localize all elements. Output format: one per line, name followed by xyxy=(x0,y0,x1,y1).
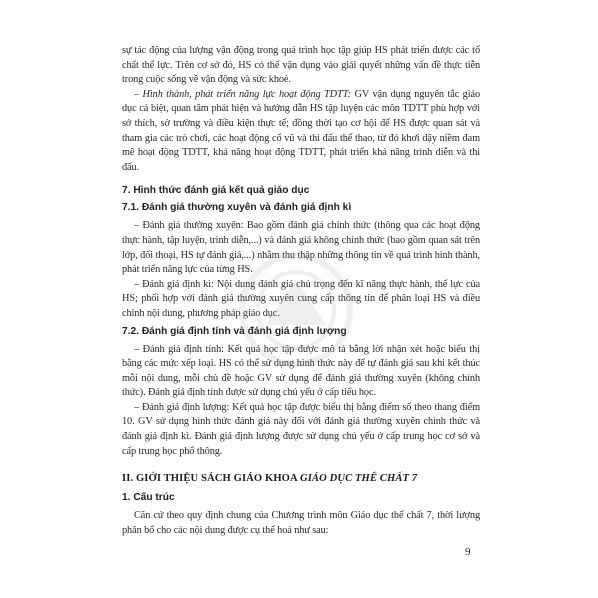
paragraph-intro: sự tác động của lượng vận động trong quá trình học tập giúp HS phát triển được các tố chất thể lực. Trên cơ sở đó, HS có thể vận dụng vào giải quyết những vấn đề thực tiễn trong cuộc sống về vận động và sức khoẻ. xyxy=(122,45,480,86)
paragraph-1: Căn cứ theo quy định chung của Chương trình môn Giáo dục thể chất 7, thời lượng phân bổ cho các nội dung được cụ thể hoá như sau: xyxy=(122,510,480,536)
heading-7-1: 7.1. Đánh giá thường xuyên và đánh giá định kì xyxy=(122,202,352,214)
section-II-prefix: II. GIỚI THIỆU SÁCH GIÁO KHOA xyxy=(122,473,300,485)
page-number: 9 xyxy=(465,546,471,558)
heading-7: 7. Hình thức đánh giá kết quả giáo dục xyxy=(122,185,310,197)
paragraph-7-2-b: – Đánh giá định lượng: Kết quả học tập được biểu thị bằng điểm số theo thang điểm 10. GV sử dụng hình thức đánh giá này đối với đánh giá thường xuyên chính thức và đánh giá định kì. Đánh giá định lượng được sử dụng chủ yếu ở cấp trung học cơ sở và cấp trung học phổ thông. xyxy=(122,401,480,457)
section-II-heading xyxy=(122,472,480,486)
page-content xyxy=(122,44,480,538)
paragraph-tdtt xyxy=(122,88,480,176)
heading-7-2: 7.2. Đánh giá định tính và đánh giá định lượng xyxy=(122,325,347,337)
section-II-book-title: GIÁO DỤC THỂ CHẤT 7 xyxy=(299,473,418,485)
paragraph-tdtt-text: GV vận dụng nguyên tắc giáo dục cá biệt, quan tâm phát hiện và hướng dẫn HS tập luyện các môn TDTT phù hợp với sở thích, sở trường và điều kiện thực tế; đồng thời tạo cơ hội để HS được quan sát và tham gia các trò chơi, các hoạt động cổ vũ và thi đấu thể thao, từ đó khơi dậy niềm đam mê hoạt động TDTT, khả năng hoạt động TDTT, phát triển khả năng trình diễn và thi đấu. xyxy=(122,88,481,173)
paragraph-tdtt-lead: – Hình thành, phát triển năng lực hoạt động TDTT: xyxy=(134,88,352,100)
paragraph-7-1-b: – Đánh giá định kì: Nội dung đánh giá chủ trọng đến kĩ năng thực hành, thể lực của HS; phối hợp với đánh giá thường xuyên cung cấp thông tin để phân loại HS và điều chỉnh nội dung, phương pháp giáo dục. xyxy=(122,278,480,319)
paragraph-7-2-a: – Đánh giá định tính: Kết quả học tập được mô tả bằng lời nhận xét hoặc biểu thị bằng các mức xếp loại. HS có thể sử dụng hình thức này để tự đánh giá sau khi kết thúc mỗi nội dung, mỗi chủ đề hoặc GV sử dụng để đánh giá thường xuyên (không chính thức). Đánh giá định tính được sử dụng chủ yếu ở cấp tiểu học. xyxy=(122,343,480,399)
heading-1-structure: 1. Cấu trúc xyxy=(122,492,175,504)
paragraph-7-1-a: – Đánh giá thường xuyên: Bao gồm đánh giá chính thức (thông qua các hoạt động thực hành, tập luyện, trình diễn,...) và đánh giá không chính thức (bao gồm quan sát trên lớp, đối thoại, HS tự đánh giá,...) nhằm thu thập những thông tin về quá trình hình thành, phát triển năng lực của từng HS. xyxy=(122,220,480,276)
